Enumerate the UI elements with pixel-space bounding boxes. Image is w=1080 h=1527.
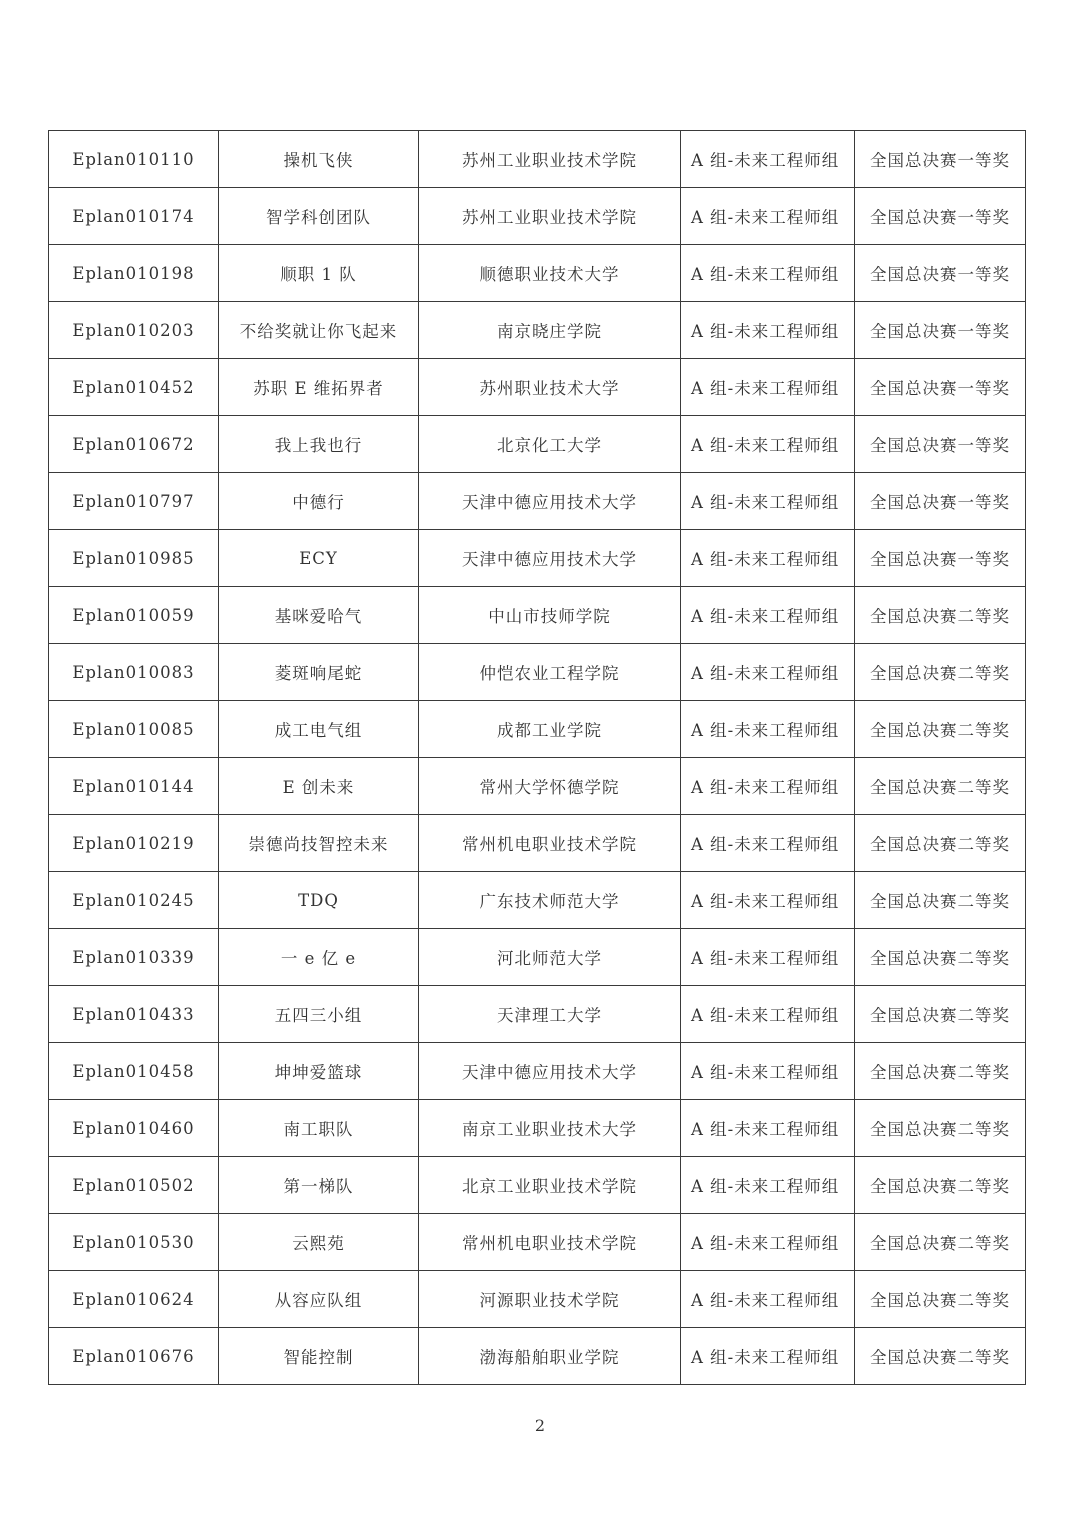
cell-school: 渤海船舶职业学院: [419, 1328, 681, 1385]
cell-award: 全国总决赛一等奖: [855, 302, 1026, 359]
results-table: [48, 130, 1026, 1385]
table-row: [49, 1328, 1026, 1385]
cell-entry-id: Eplan010339: [49, 929, 219, 986]
cell-school: 苏州工业职业技术学院: [419, 131, 681, 188]
cell-award: 全国总决赛一等奖: [855, 131, 1026, 188]
table-row: [49, 1100, 1026, 1157]
cell-team-name: 不给奖就让你飞起来: [219, 302, 419, 359]
cell-entry-id: Eplan010174: [49, 188, 219, 245]
table-row: [49, 359, 1026, 416]
cell-entry-id: Eplan010433: [49, 986, 219, 1043]
cell-entry-id: Eplan010110: [49, 131, 219, 188]
table-row: [49, 473, 1026, 530]
cell-school: 天津中德应用技术大学: [419, 473, 681, 530]
cell-award: 全国总决赛一等奖: [855, 473, 1026, 530]
table-row: [49, 245, 1026, 302]
cell-group: A 组-未来工程师组: [681, 929, 855, 986]
cell-award: 全国总决赛一等奖: [855, 359, 1026, 416]
cell-group: A 组-未来工程师组: [681, 473, 855, 530]
cell-team-name: 一 e 亿 e: [219, 929, 419, 986]
cell-group: A 组-未来工程师组: [681, 815, 855, 872]
cell-school: 北京工业职业技术学院: [419, 1157, 681, 1214]
cell-team-name: ECY: [219, 530, 419, 587]
cell-group: A 组-未来工程师组: [681, 587, 855, 644]
cell-group: A 组-未来工程师组: [681, 188, 855, 245]
cell-team-name: 智能控制: [219, 1328, 419, 1385]
cell-school: 常州大学怀德学院: [419, 758, 681, 815]
cell-team-name: 五四三小组: [219, 986, 419, 1043]
page-number: 2: [534, 1416, 546, 1435]
cell-entry-id: Eplan010672: [49, 416, 219, 473]
cell-award: 全国总决赛二等奖: [855, 701, 1026, 758]
cell-award: 全国总决赛二等奖: [855, 929, 1026, 986]
table-row: [49, 815, 1026, 872]
cell-school: 广东技术师范大学: [419, 872, 681, 929]
cell-school: 北京化工大学: [419, 416, 681, 473]
cell-school: 天津理工大学: [419, 986, 681, 1043]
cell-team-name: 崇德尚技智控未来: [219, 815, 419, 872]
table-row: [49, 530, 1026, 587]
cell-school: 天津中德应用技术大学: [419, 1043, 681, 1100]
cell-team-name: 第一梯队: [219, 1157, 419, 1214]
cell-team-name: 顺职 1 队: [219, 245, 419, 302]
cell-entry-id: Eplan010219: [49, 815, 219, 872]
table-row: [49, 644, 1026, 701]
cell-award: 全国总决赛二等奖: [855, 1157, 1026, 1214]
cell-group: A 组-未来工程师组: [681, 986, 855, 1043]
cell-group: A 组-未来工程师组: [681, 1214, 855, 1271]
cell-school: 顺德职业技术大学: [419, 245, 681, 302]
cell-group: A 组-未来工程师组: [681, 530, 855, 587]
cell-award: 全国总决赛二等奖: [855, 986, 1026, 1043]
cell-group: A 组-未来工程师组: [681, 1157, 855, 1214]
cell-award: 全国总决赛二等奖: [855, 1214, 1026, 1271]
cell-school: 河源职业技术学院: [419, 1271, 681, 1328]
cell-school: 河北师范大学: [419, 929, 681, 986]
cell-team-name: 坤坤爱篮球: [219, 1043, 419, 1100]
table-row: [49, 131, 1026, 188]
cell-entry-id: Eplan010460: [49, 1100, 219, 1157]
cell-team-name: TDQ: [219, 872, 419, 929]
table-row: [49, 701, 1026, 758]
cell-entry-id: Eplan010797: [49, 473, 219, 530]
results-table-body: [49, 131, 1026, 1385]
cell-award: 全国总决赛二等奖: [855, 644, 1026, 701]
cell-group: A 组-未来工程师组: [681, 359, 855, 416]
cell-school: 仲恺农业工程学院: [419, 644, 681, 701]
cell-team-name: 中德行: [219, 473, 419, 530]
cell-team-name: E 创未来: [219, 758, 419, 815]
cell-award: 全国总决赛二等奖: [855, 758, 1026, 815]
cell-team-name: 我上我也行: [219, 416, 419, 473]
cell-entry-id: Eplan010203: [49, 302, 219, 359]
cell-school: 苏州工业职业技术学院: [419, 188, 681, 245]
table-row: [49, 872, 1026, 929]
cell-school: 常州机电职业技术学院: [419, 815, 681, 872]
cell-award: 全国总决赛一等奖: [855, 245, 1026, 302]
cell-entry-id: Eplan010624: [49, 1271, 219, 1328]
cell-entry-id: Eplan010676: [49, 1328, 219, 1385]
cell-team-name: 菱斑响尾蛇: [219, 644, 419, 701]
cell-team-name: 南工职队: [219, 1100, 419, 1157]
cell-school: 南京工业职业技术大学: [419, 1100, 681, 1157]
table-row: [49, 587, 1026, 644]
table-row: [49, 302, 1026, 359]
cell-group: A 组-未来工程师组: [681, 416, 855, 473]
cell-school: 天津中德应用技术大学: [419, 530, 681, 587]
cell-award: 全国总决赛二等奖: [855, 1043, 1026, 1100]
table-row: [49, 1043, 1026, 1100]
cell-award: 全国总决赛二等奖: [855, 1100, 1026, 1157]
cell-group: A 组-未来工程师组: [681, 872, 855, 929]
table-row: [49, 986, 1026, 1043]
cell-award: 全国总决赛二等奖: [855, 1328, 1026, 1385]
cell-team-name: 苏职 E 维拓界者: [219, 359, 419, 416]
cell-group: A 组-未来工程师组: [681, 302, 855, 359]
cell-award: 全国总决赛二等奖: [855, 587, 1026, 644]
cell-award: 全国总决赛一等奖: [855, 188, 1026, 245]
cell-entry-id: Eplan010985: [49, 530, 219, 587]
cell-entry-id: Eplan010198: [49, 245, 219, 302]
cell-group: A 组-未来工程师组: [681, 1043, 855, 1100]
cell-award: 全国总决赛二等奖: [855, 872, 1026, 929]
cell-team-name: 成工电气组: [219, 701, 419, 758]
cell-entry-id: Eplan010458: [49, 1043, 219, 1100]
cell-group: A 组-未来工程师组: [681, 245, 855, 302]
cell-school: 南京晓庄学院: [419, 302, 681, 359]
cell-entry-id: Eplan010245: [49, 872, 219, 929]
cell-team-name: 操机飞侠: [219, 131, 419, 188]
cell-entry-id: Eplan010085: [49, 701, 219, 758]
cell-award: 全国总决赛一等奖: [855, 530, 1026, 587]
table-row: [49, 416, 1026, 473]
cell-group: A 组-未来工程师组: [681, 1100, 855, 1157]
cell-team-name: 从容应队组: [219, 1271, 419, 1328]
cell-team-name: 智学科创团队: [219, 188, 419, 245]
table-row: [49, 188, 1026, 245]
cell-group: A 组-未来工程师组: [681, 1328, 855, 1385]
cell-entry-id: Eplan010144: [49, 758, 219, 815]
table-row: [49, 1271, 1026, 1328]
cell-group: A 组-未来工程师组: [681, 131, 855, 188]
cell-entry-id: Eplan010083: [49, 644, 219, 701]
cell-group: A 组-未来工程师组: [681, 644, 855, 701]
table-row: [49, 758, 1026, 815]
cell-team-name: 云熙苑: [219, 1214, 419, 1271]
cell-entry-id: Eplan010502: [49, 1157, 219, 1214]
table-row: [49, 929, 1026, 986]
cell-team-name: 基咪爱哈气: [219, 587, 419, 644]
cell-award: 全国总决赛一等奖: [855, 416, 1026, 473]
cell-school: 成都工业学院: [419, 701, 681, 758]
cell-award: 全国总决赛二等奖: [855, 815, 1026, 872]
cell-group: A 组-未来工程师组: [681, 758, 855, 815]
table-row: [49, 1157, 1026, 1214]
table-row: [49, 1214, 1026, 1271]
cell-award: 全国总决赛二等奖: [855, 1271, 1026, 1328]
cell-group: A 组-未来工程师组: [681, 701, 855, 758]
cell-school: 常州机电职业技术学院: [419, 1214, 681, 1271]
cell-school: 苏州职业技术大学: [419, 359, 681, 416]
cell-entry-id: Eplan010452: [49, 359, 219, 416]
cell-entry-id: Eplan010059: [49, 587, 219, 644]
cell-entry-id: Eplan010530: [49, 1214, 219, 1271]
cell-group: A 组-未来工程师组: [681, 1271, 855, 1328]
cell-school: 中山市技师学院: [419, 587, 681, 644]
